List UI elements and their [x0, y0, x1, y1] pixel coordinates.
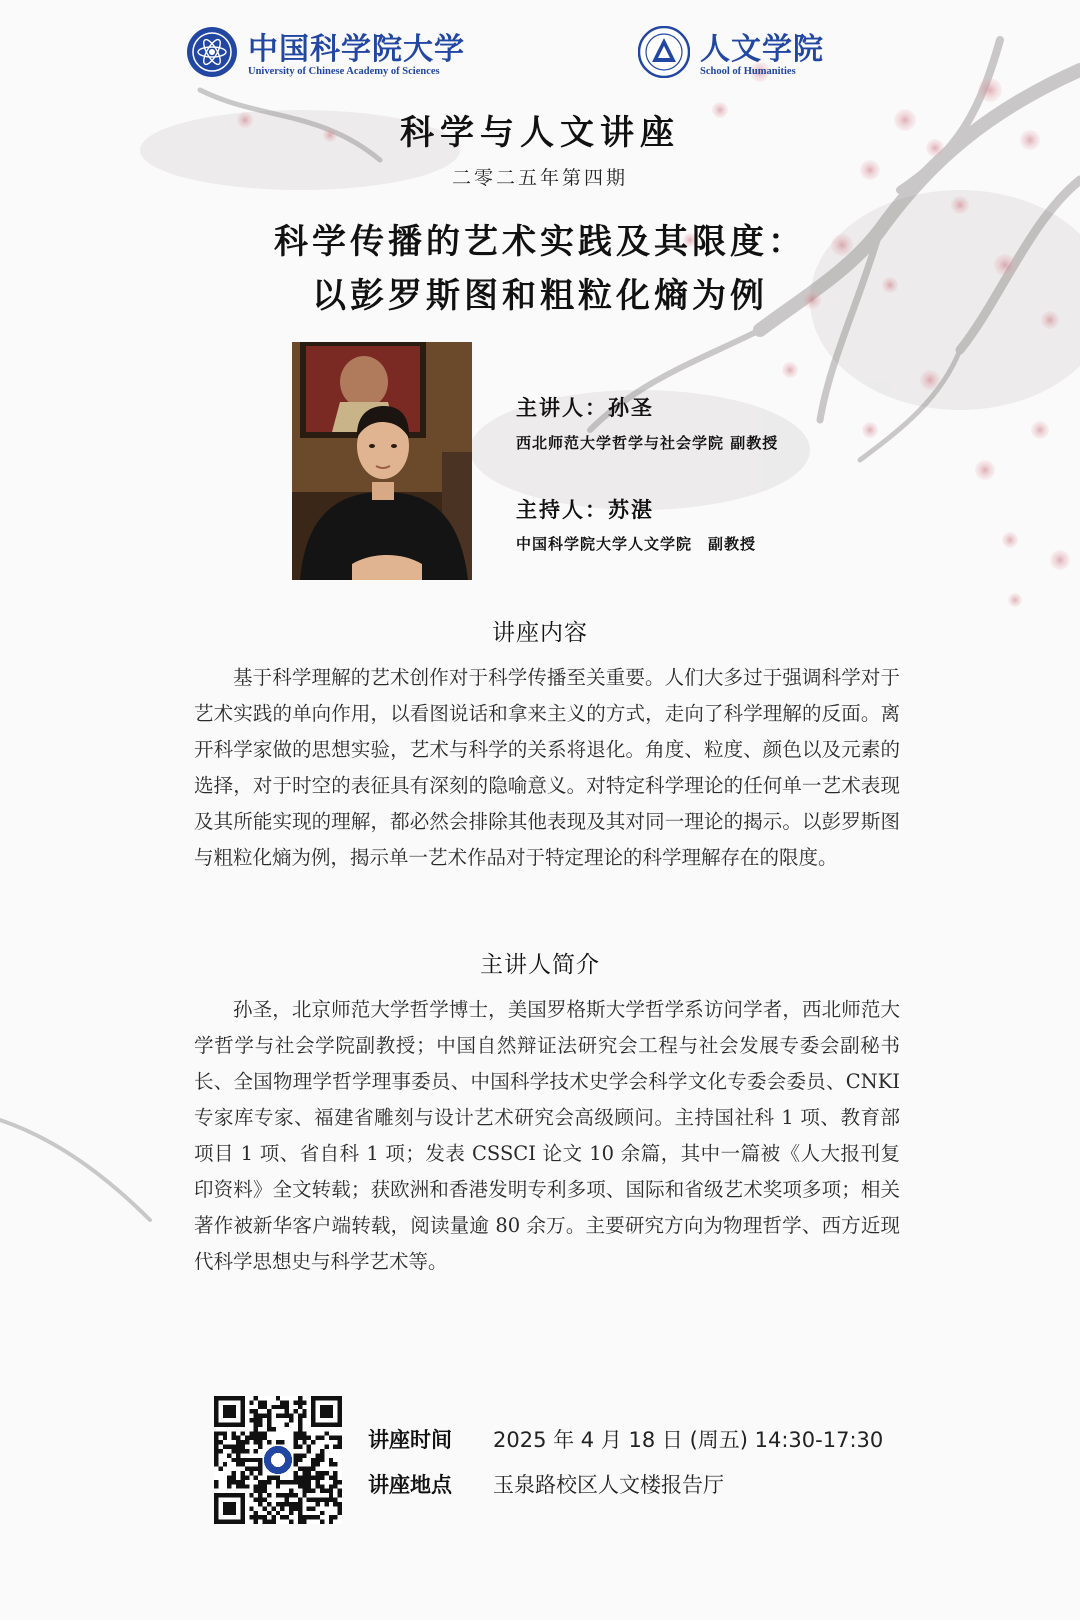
humanities-name-cn: 人文学院 [700, 32, 824, 67]
speaker-affiliation: 西北师范大学哲学与社会学院 副教授 [516, 434, 779, 452]
content-heading: 讲座内容 [492, 620, 588, 646]
place-value: 玉泉路校区人文楼报告厅 [493, 1473, 724, 1497]
host-label: 主持人：苏湛 [516, 497, 654, 522]
lecture-series-title: 科学与人文讲座 [400, 113, 680, 153]
time-label: 讲座时间 [368, 1428, 452, 1452]
issue-number: 二零二五年第四期 [451, 167, 628, 189]
lecture-title-line-2: 以彭罗斯图和粗粒化熵为例 [312, 276, 768, 316]
humanities-name-en: School of Humanities [700, 66, 796, 77]
host-affiliation: 中国科学院大学人文学院 副教授 [516, 535, 757, 553]
qr-code[interactable] [214, 1396, 342, 1524]
ucas-seal-icon [186, 26, 238, 78]
bio-paragraph: 孙圣，北京师范大学哲学博士，美国罗格斯大学哲学系访问学者，西北师范大学哲学与社会学院副教授；中国自然辩证法研究会工程与社会发展专委会副秘书长、全国物理学哲学理事委员、中国科学技术史学会科学文化专委会委员、CNKI 专家库专家、福建省雕刻与设计艺术研究会高级顾问。主持国社科 1 项、教育部项目 1 项、省自科 1 项；发表 CSSCI 论文 10 余篇，其中一篇被《人大报刊复印资料》全文转载；获欧洲和香港发明专利多项、国际和省级艺术奖项多项；相关著作被新华客户端转载，阅读量逾 80 余万。主要研究方向为物理哲学、西方近现代科学思想史与科学艺术等。 [194, 998, 900, 1273]
ucas-name-cn: 中国科学院大学 [248, 32, 465, 67]
place-label: 讲座地点 [368, 1473, 452, 1497]
humanities-logo [638, 26, 858, 82]
bio-heading: 主讲人简介 [480, 952, 600, 978]
time-value: 2025 年 4 月 18 日 (周五) 14:30-17:30 [493, 1428, 884, 1452]
ucas-name-en: University of Chinese Academy of Sciences [248, 66, 440, 77]
lecture-title-line-1: 科学传播的艺术实践及其限度： [274, 222, 806, 262]
speaker-label: 主讲人：孙圣 [516, 395, 654, 420]
speaker-photo [292, 342, 472, 580]
humanities-seal-icon [638, 26, 690, 78]
content-paragraph: 基于科学理解的艺术创作对于科学传播至关重要。人们大多过于强调科学对于艺术实践的单向作用，以看图说话和拿来主义的方式，走向了科学理解的反面。离开科学家做的思想实验，艺术与科学的关系将退化。角度、粒度、颜色以及元素的选择，对于时空的表征具有深刻的隐喻意义。对特定科学理论的任何单一艺术表现及其所能实现的理解，都必然会排除其他表现及其对同一理论的揭示。以彭罗斯图与粗粒化熵为例，揭示单一艺术作品对于特定理论的科学理解存在的限度。 [194, 666, 900, 869]
ucas-logo [186, 26, 476, 82]
